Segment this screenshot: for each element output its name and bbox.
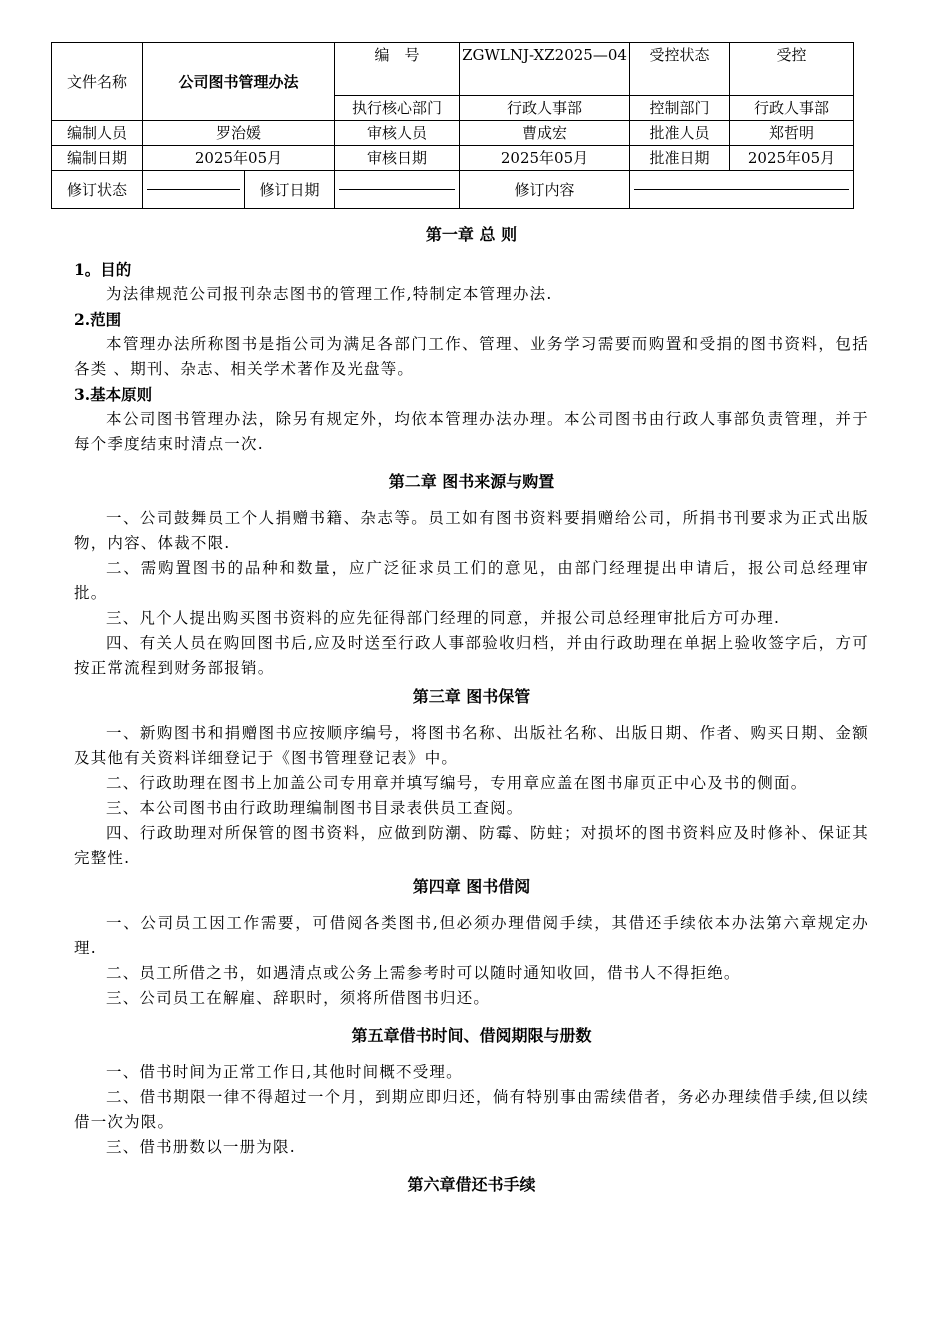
paragraph: 为法律规范公司报刊杂志图书的管理工作,特制定本管理办法.	[106, 285, 553, 303]
review-date-label: 审核日期	[335, 146, 460, 171]
doc-name-value: 公司图书管理办法	[143, 43, 335, 121]
chapter-1-title: 第一章 总 则	[425, 225, 518, 244]
control-dept-value: 行政人事部	[730, 96, 854, 121]
chapter-4-title: 第四章 图书借阅	[412, 877, 531, 896]
control-status-value: 受控	[730, 43, 854, 96]
paragraph: 三、借书册数以一册为限.	[106, 1138, 296, 1156]
paragraph: 一、新购图书和捐赠图书应按顺序编号，将图书名称、出版社名称、出版日期、作者、购买日期、金额及其他有关资料详细登记于《图书管理登记表》中。	[74, 724, 869, 767]
paragraph: 本公司图书管理办法，除另有规定外，均依本管理办法办理。本公司图书由行政人事部负责管理，并于每个季度结束时清点一次.	[74, 410, 869, 453]
control-dept-label: 控制部门	[630, 96, 730, 121]
control-status-label: 受控状态	[630, 43, 730, 96]
reviewer-value: 曹成宏	[460, 121, 630, 146]
section-purpose-title: 1。目的	[74, 260, 132, 279]
revision-status-value	[143, 171, 245, 209]
chapter-2-title: 第二章 图书来源与购置	[388, 472, 555, 491]
revision-date-value	[335, 171, 460, 209]
paragraph: 四、行政助理对所保管的图书资料，应做到防潮、防霉、防蛀；对损坏的图书资料应及时修补、保证其完整性.	[74, 824, 869, 867]
approve-date-value: 2025年05月	[730, 146, 854, 171]
review-date-value: 2025年05月	[460, 146, 630, 171]
chapter-3-title: 第三章 图书保管	[412, 687, 531, 706]
compile-date-label: 编制日期	[52, 146, 143, 171]
doc-name-label: 文件名称	[52, 43, 143, 121]
approver-label: 批准人员	[630, 121, 730, 146]
exec-dept-label: 执行核心部门	[335, 96, 460, 121]
section-principles-title: 3.基本原则	[74, 385, 153, 404]
paragraph: 三、本公司图书由行政助理编制图书目录表供员工查阅。	[106, 799, 524, 817]
section-scope-title: 2.范围	[74, 310, 122, 329]
reviewer-label: 审核人员	[335, 121, 460, 146]
document-control-table	[51, 42, 854, 209]
revision-date-label: 修订日期	[245, 171, 335, 209]
paragraph: 本管理办法所称图书是指公司为满足各部门工作、管理、业务学习需要而购置和受捐的图书资料，包括各类 、期刊、杂志、相关学术著作及光盘等。	[74, 335, 869, 378]
revision-status-label: 修订状态	[52, 171, 143, 209]
author-value: 罗治媛	[143, 121, 335, 146]
chapter-5-title: 第五章借书时间、借阅期限与册数	[351, 1026, 592, 1045]
paragraph: 二、行政助理在图书上加盖公司专用章并填写编号，专用章应盖在图书扉页正中心及书的侧面。	[106, 774, 808, 792]
blank-rule	[147, 189, 240, 190]
paragraph: 三、凡个人提出购买图书资料的应先征得部门经理的同意，并报公司总经理审批后方可办理.	[106, 609, 781, 627]
author-label: 编制人员	[52, 121, 143, 146]
chapter-6-title: 第六章借还书手续	[407, 1175, 536, 1194]
paragraph: 三、公司员工在解雇、辞职时，须将所借图书归还。	[106, 989, 491, 1007]
blank-rule	[634, 189, 849, 190]
compile-date-value: 2025年05月	[143, 146, 335, 171]
revision-content-label: 修订内容	[460, 171, 630, 209]
paragraph: 二、员工所借之书，如遇清点或公务上需参考时可以随时通知收回，借书人不得拒绝。	[106, 964, 741, 982]
approve-date-label: 批准日期	[630, 146, 730, 171]
code-value: ZGWLNJ-XZ2025—04	[460, 43, 630, 96]
code-label: 编 号	[335, 43, 460, 96]
exec-dept-value: 行政人事部	[460, 96, 630, 121]
paragraph: 二、借书期限一律不得超过一个月，到期应即归还，倘有特别事由需续借者，务必办理续借手续,但以续借一次为限。	[74, 1088, 869, 1131]
paragraph: 一、借书时间为正常工作日,其他时间概不受理。	[106, 1063, 463, 1081]
revision-content-value	[630, 171, 854, 209]
document-body	[74, 222, 869, 1197]
paragraph: 一、公司鼓舞员工个人捐赠书籍、杂志等。员工如有图书资料要捐赠给公司，所捐书刊要求为正式出版物，内容、体裁不限.	[74, 509, 869, 552]
blank-rule	[339, 189, 455, 190]
approver-value: 郑哲明	[730, 121, 854, 146]
paragraph: 二、需购置图书的品种和数量，应广泛征求员工们的意见，由部门经理提出申请后，报公司总经理审批。	[74, 559, 869, 602]
paragraph: 一、公司员工因工作需要，可借阅各类图书,但必须办理借阅手续，其借还手续依本办法第六章规定办理.	[74, 914, 869, 957]
paragraph: 四、有关人员在购回图书后,应及时送至行政人事部验收归档，并由行政助理在单据上验收签字后，方可按正常流程到财务部报销。	[74, 634, 869, 677]
